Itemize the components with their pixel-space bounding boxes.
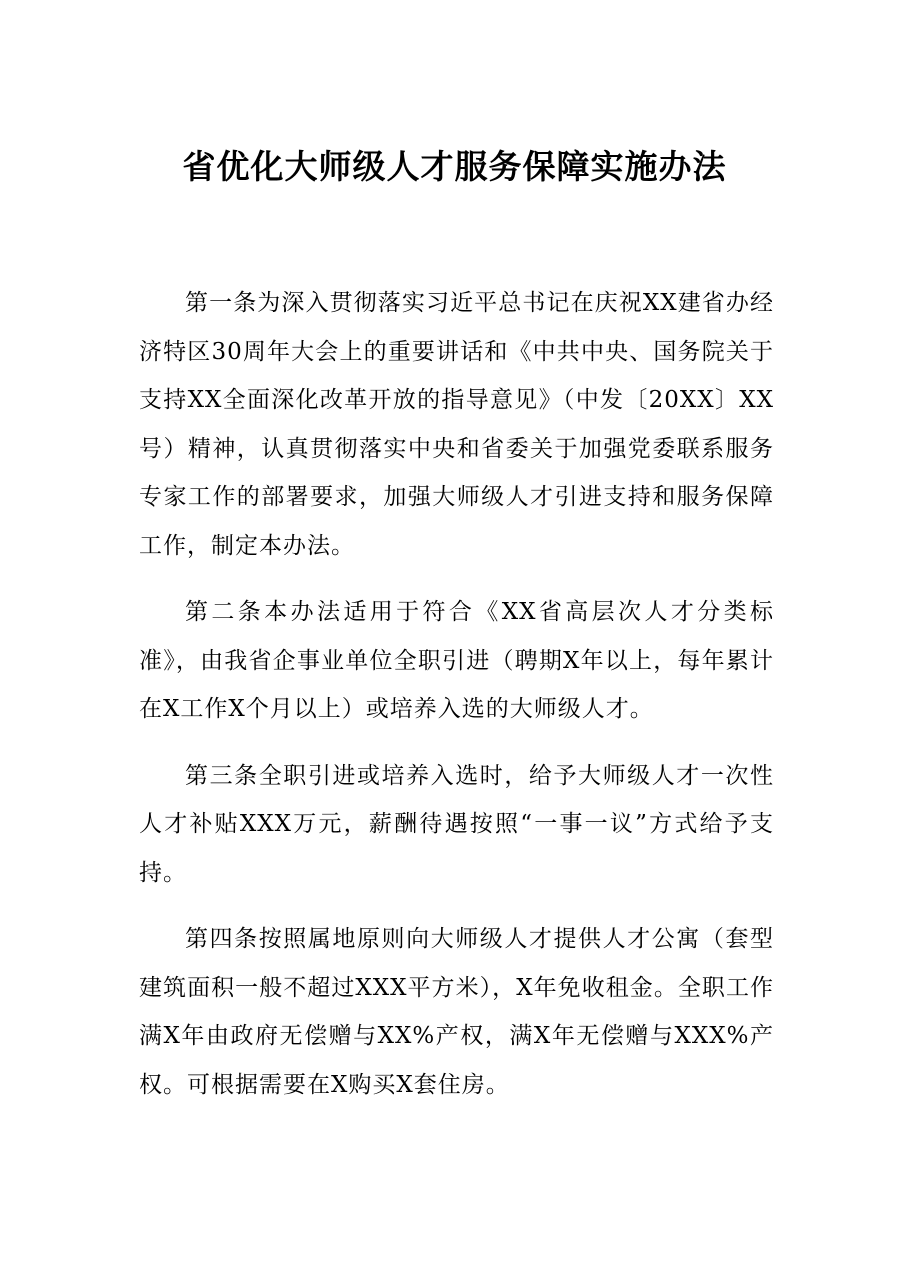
article-4: 第四条按照属地原则向大师级人才提供人才公寓（套型建筑面积一般不超过XXX平方米），X年免收租金。全职工作满X年由政府无偿赠与XX%产权，满X年无偿赠与XXX%产权。可根据需要在X购买X套住房。	[139, 926, 774, 1098]
document-body	[139, 279, 774, 1127]
article-2: 第二条本办法适用于符合《XX省高层次人才分类标准》，由我省企事业单位全职引进（聘期X年以上，每年累计在X工作X个月以上）或培养入选的大师级人才。	[139, 599, 774, 722]
article-1: 第一条为深入贯彻落实习近平总书记在庆祝XX建省办经济特区30周年大会上的重要讲话和《中共中央、国务院关于支持XX全面深化改革开放的指导意见》（中发〔20XX〕XX号）精神，认真贯彻落实中央和省委关于加强党委联系服务专家工作的部署要求，加强大师级人才引进支持和服务保障工作，制定本办法。	[139, 290, 774, 559]
article-3: 第三条全职引进或培养入选时，给予大师级人才一次性人才补贴XXX万元，薪酬待遇按照“一事一议”方式给予支持。	[139, 762, 774, 886]
document-title: 省优化大师级人才服务保障实施办法	[182, 147, 727, 186]
